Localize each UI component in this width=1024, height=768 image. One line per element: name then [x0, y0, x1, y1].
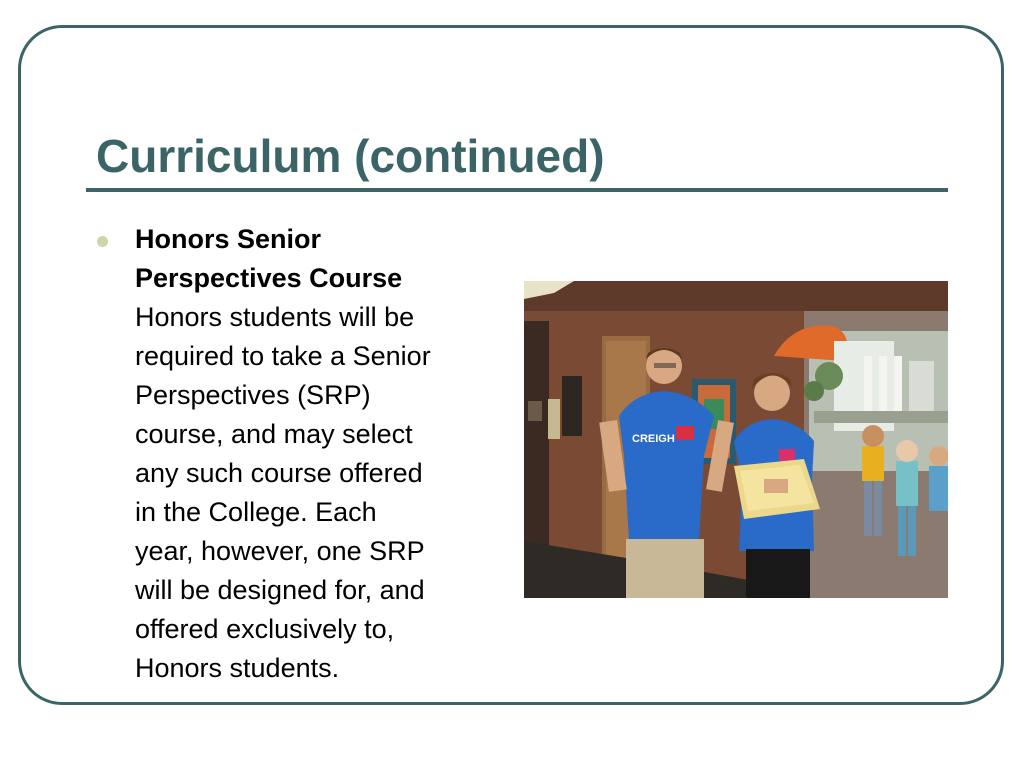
bullet-body-line: required to take a Senior: [135, 341, 431, 371]
bullet-body-line: Honors students.: [135, 653, 340, 683]
bullet-body-line: course, and may select: [135, 419, 413, 449]
shirt-text: CREIGH: [632, 433, 675, 445]
bullet-heading-line: Perspectives Course: [135, 263, 403, 293]
bullet-heading-line: Honors Senior: [135, 224, 322, 254]
bullet-body-line: offered exclusively to,: [135, 614, 395, 644]
bullet-icon: [97, 236, 108, 247]
bullet-body-line: in the College. Each: [135, 497, 377, 527]
students-photo: [524, 281, 948, 598]
title-underline: [86, 188, 948, 192]
bullet-body-line: Perspectives (SRP): [135, 380, 371, 410]
bullet-body-line: Honors students will be: [135, 302, 415, 332]
slide-title: Curriculum (continued): [96, 130, 605, 182]
bullet-body-line: will be designed for, and: [135, 575, 425, 605]
bullet-body-line: any such course offered: [135, 458, 423, 488]
bullet-text: [135, 220, 515, 688]
bullet-body-line: year, however, one SRP: [135, 536, 425, 566]
